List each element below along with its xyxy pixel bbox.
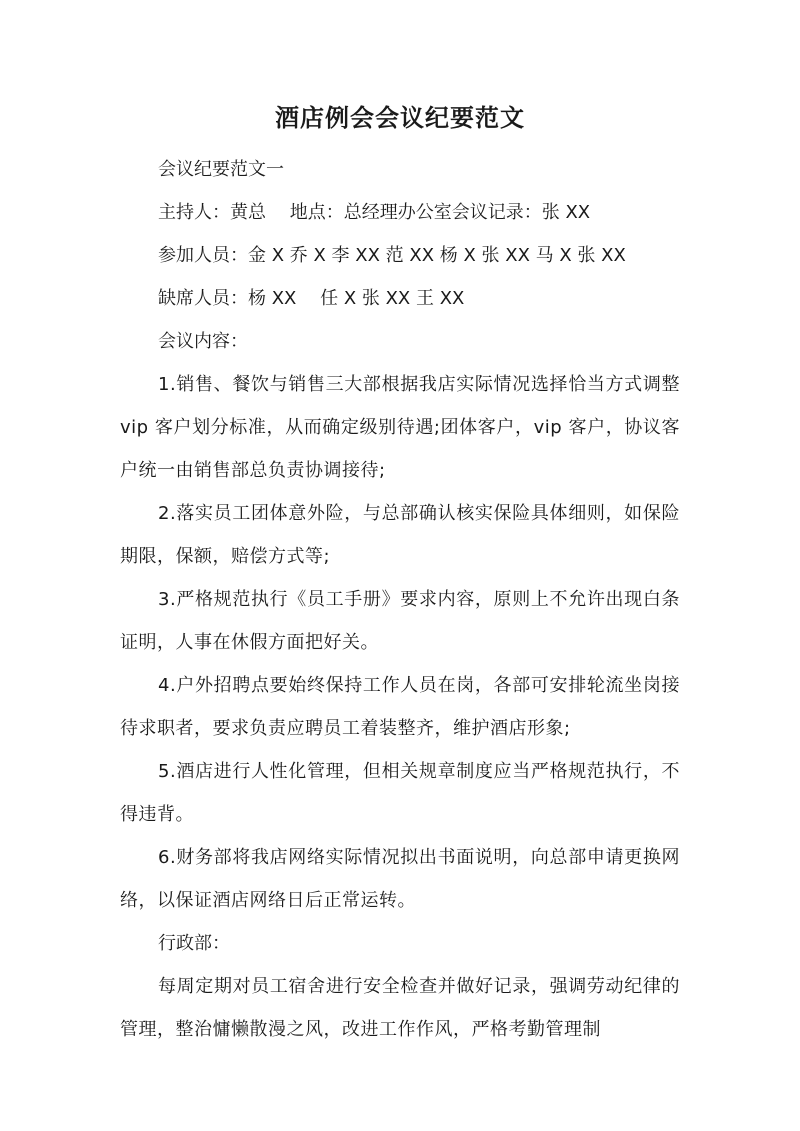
host-line: 主持人：黄总 地点：总经理办公室会议记录：张 XX — [158, 202, 591, 223]
agenda-item-1: 1.销售、餐饮与销售三大部根据我店实际情况选择恰当方式调整 vip 客户划分标准，从而确定级别待遇;团体客户，vip 客户，协议客户统一由销售部总负责协调接待; — [120, 374, 680, 481]
agenda-item-5: 5.酒店进行人性化管理，但相关规章制度应当严格规范执行，不得违背。 — [120, 761, 680, 825]
agenda-item-6: 6.财务部将我店网络实际情况拟出书面说明，向总部申请更换网络，以保证酒店网络日后正常运转。 — [120, 847, 680, 911]
admin-paragraph: 每周定期对员工宿舍进行安全检查并做好记录，强调劳动纪律的管理，整治慵懒散漫之风，改进工作作风，严格考勤管理制 — [120, 976, 680, 1040]
subtitle: 会议纪要范文一 — [158, 159, 284, 180]
agenda-item-3: 3.严格规范执行《员工手册》要求内容，原则上不允许出现白条证明，人事在休假方面把好关。 — [120, 589, 680, 653]
agenda-item-2: 2.落实员工团体意外险，与总部确认核实保险具体细则，如保险期限，保额，赔偿方式等; — [120, 503, 680, 567]
content-label: 会议内容： — [158, 331, 248, 352]
agenda-item-4: 4.户外招聘点要始终保持工作人员在岗，各部可安排轮流坐岗接待求职者，要求负责应聘员工着装整齐，维护酒店形象; — [120, 675, 680, 739]
attendees-line: 参加人员：金 X 乔 X 李 XX 范 XX 杨 X 张 XX 马 X 张 XX — [158, 245, 626, 266]
admin-label: 行政部： — [158, 933, 230, 954]
document-title: 酒店例会会议纪要范文 — [275, 104, 525, 132]
absent-line: 缺席人员：杨 XX 任 X 张 XX 王 XX — [158, 288, 465, 309]
